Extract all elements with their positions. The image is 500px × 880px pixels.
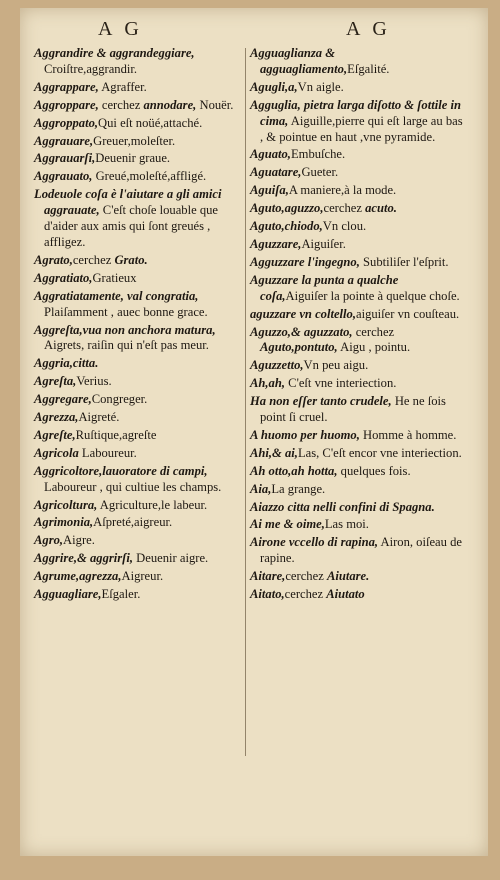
dictionary-entry	[34, 374, 248, 390]
dictionary-entry	[250, 98, 464, 146]
entry-definition: Agriculture,le labeur.	[97, 497, 208, 512]
dictionary-entry	[34, 587, 248, 603]
dictionary-entry	[34, 533, 248, 549]
dictionary-entry	[34, 169, 248, 185]
entry-definition: cerchez	[72, 252, 115, 267]
entry-definition: Ruſtique,agreſte	[75, 427, 157, 442]
entry-definition: Embuſche.	[290, 147, 346, 162]
dictionary-entry	[34, 410, 248, 426]
entry-definition: He ne ſois point ſi cruel.	[260, 394, 446, 425]
dictionary-entry	[250, 273, 464, 305]
dictionary-entry	[34, 392, 248, 408]
dictionary-entry	[250, 358, 464, 374]
entry-definition: Vn clou.	[322, 219, 367, 234]
entry-headword: Aggreſta,vua non anchora matura,	[34, 322, 216, 337]
dictionary-entry	[250, 165, 464, 181]
entry-definition: Qui eſt noüé,attaché.	[98, 115, 203, 130]
dictionary-entry	[34, 498, 248, 514]
entry-headword: Agguagliare,	[34, 587, 102, 602]
entry-headword: Aggricoltore,lauoratore di campi,	[34, 463, 208, 478]
entry-headword: Aguto,pontuto,	[260, 340, 338, 355]
dictionary-entry	[250, 517, 464, 533]
entry-headword: Airone vccello di rapina,	[250, 535, 379, 550]
entry-headword: Ai me & oime,	[250, 517, 325, 532]
book-page	[20, 8, 488, 856]
entry-headword: Agguglia, pietra larga diſotto & ſottile in cima,	[250, 97, 461, 128]
dictionary-entry	[250, 219, 464, 235]
dictionary-entry	[250, 183, 464, 199]
entry-headword: Aguzzare,	[250, 236, 302, 251]
dictionary-entry	[250, 237, 464, 253]
entry-definition: Subtiliſer l'eſprit.	[359, 254, 449, 269]
dictionary-entry	[34, 116, 248, 132]
entry-definition: Nouër.	[196, 97, 234, 112]
entry-headword: Aggrauare,	[34, 133, 94, 148]
dictionary-entry	[250, 446, 464, 462]
entry-headword: Aggrire,& aggrirſi,	[34, 551, 134, 566]
entry-definition: Vn aigle.	[297, 79, 344, 94]
entry-headword: Agrimonia,	[34, 515, 94, 530]
entry-definition: Homme à homme.	[359, 427, 457, 442]
header-right-letters: A G	[346, 18, 391, 40]
dictionary-entry	[250, 80, 464, 96]
entry-headword: Aguto,aguzzo,	[250, 201, 324, 216]
entry-definition: C'eſt vne interiection.	[285, 376, 397, 391]
dictionary-entry	[34, 289, 248, 321]
entry-definition: Gueter.	[301, 165, 339, 180]
dictionary-entry	[250, 376, 464, 392]
entry-headword: Aggrappare,	[34, 79, 99, 94]
entry-headword: Aggrandire & aggrandeggiare,	[34, 46, 195, 60]
dictionary-entry	[34, 464, 248, 496]
entry-definition: Aiguiſer la pointe à quelque choſe.	[285, 288, 460, 303]
entry-definition: Aiguille,pierre qui eſt large au bas , & pointue en haut ,vne pyramide.	[260, 113, 463, 144]
entry-headword: Aguzzetto,	[250, 358, 304, 373]
entry-definition: Aiguiſer.	[301, 236, 346, 251]
dictionary-entry	[250, 587, 464, 603]
entry-headword: Aiutato	[326, 587, 365, 602]
entry-headword: Aggregare,	[34, 392, 92, 407]
entry-headword: Aguto,chiodo,	[250, 219, 323, 234]
entry-definition: Eſgaler.	[101, 587, 141, 602]
entry-headword: Agreſte,	[34, 427, 76, 442]
left-column	[34, 46, 248, 605]
dictionary-entry	[34, 134, 248, 150]
entry-definition: Vn peu aigu.	[303, 358, 369, 373]
entry-headword: Aitato,	[250, 587, 285, 602]
entry-definition: Deuenir graue.	[95, 151, 171, 166]
entry-headword: Ha non eſſer tanto crudele,	[250, 394, 392, 409]
dictionary-entry	[34, 151, 248, 167]
entry-headword: Ahi,& ai,	[250, 445, 298, 460]
entry-headword: Aiutare.	[326, 569, 370, 584]
right-column	[250, 46, 464, 605]
entry-headword: Aggroppare,	[34, 97, 99, 112]
entry-headword: Agrume,agrezza,	[34, 569, 122, 584]
entry-definition: aiguiſer vn couſteau.	[356, 306, 460, 321]
entry-headword: Agrato,	[34, 252, 73, 267]
entry-definition: cerchez	[98, 97, 144, 112]
entry-headword: annodare,	[143, 97, 197, 112]
entry-definition: cerchez	[352, 324, 395, 339]
entry-definition: La grange.	[271, 481, 326, 496]
entry-headword: Agro,	[34, 533, 64, 548]
entry-definition: Aigu , pointu.	[337, 340, 411, 355]
entry-headword: Agguzzare l'ingegno,	[250, 254, 360, 269]
entry-definition: Verius.	[76, 374, 112, 389]
entry-headword: Aguato,	[250, 147, 291, 162]
entry-headword: Lodeuole coſa è l'aiutare a gli amici aggrauate,	[34, 187, 222, 218]
entry-headword: Agreſta,	[34, 374, 77, 389]
dictionary-entry	[34, 515, 248, 531]
entry-headword: Agugli,a,	[250, 79, 298, 94]
dictionary-entry	[250, 535, 464, 567]
entry-headword: Aggratiato,	[34, 270, 93, 285]
entry-definition: Las, C'eſt encor vne interiection.	[297, 445, 462, 460]
entry-headword: Agrezza,	[34, 410, 79, 425]
entry-definition: Aigreté.	[78, 410, 120, 425]
entry-headword: Grato.	[114, 252, 148, 267]
dictionary-entry	[34, 271, 248, 287]
header-left-letters: A G	[98, 18, 143, 40]
entry-definition: quelques fois.	[337, 463, 411, 478]
entry-definition: Croiſtre,aggrandir.	[44, 61, 138, 76]
entry-headword: Aggroppato,	[34, 115, 99, 130]
entry-definition: Aigre.	[63, 533, 95, 548]
dictionary-entry	[250, 325, 464, 357]
entry-definition: cerchez	[284, 587, 327, 602]
entry-headword: Aggria,citta.	[34, 356, 99, 371]
entry-definition: Plaiſamment , auec bonne grace.	[44, 304, 208, 319]
entry-headword: Aggrauarſi,	[34, 151, 96, 166]
dictionary-entry	[34, 46, 248, 78]
entry-definition: A maniere,à la mode.	[288, 183, 397, 198]
entry-definition: cerchez	[285, 569, 327, 584]
dictionary-entry	[250, 464, 464, 480]
entry-definition: Congreger.	[91, 392, 148, 407]
entry-definition: Greuer,moleſter.	[93, 133, 176, 148]
page-header	[20, 18, 488, 42]
entry-definition: Agraffer.	[98, 79, 147, 94]
dictionary-entry	[34, 253, 248, 269]
entry-headword: aguzzare vn coltello,	[250, 306, 356, 321]
dictionary-entry	[250, 394, 464, 426]
entry-definition: Aigreur.	[121, 569, 164, 584]
entry-definition: Deuenir aigre.	[133, 551, 209, 566]
entry-headword: Aguiſa,	[250, 183, 289, 198]
entry-definition: Eſgalité.	[347, 61, 390, 76]
entry-headword: Aia,	[250, 481, 272, 496]
entry-definition: C'eſt choſe louable que d'aider aux amis qui ſont greués , affligez.	[44, 203, 219, 249]
entry-headword: Aggratiatamente, val congratia,	[34, 288, 199, 303]
dictionary-entry	[250, 482, 464, 498]
dictionary-entry	[250, 500, 464, 516]
entry-headword: Agricola	[34, 445, 79, 460]
dictionary-entry	[34, 98, 248, 114]
entry-definition: Las moi.	[324, 517, 369, 532]
entry-definition: Airon, oiſeau de rapine.	[260, 535, 462, 566]
dictionary-entry	[34, 446, 248, 462]
dictionary-entry	[250, 428, 464, 444]
entry-definition: Laboureur , qui cultiue les champs.	[44, 479, 222, 494]
dictionary-entry	[250, 307, 464, 323]
entry-headword: Agricoltura,	[34, 497, 98, 512]
dictionary-entry	[34, 356, 248, 372]
entry-definition: Aſpreté,aigreur.	[93, 515, 173, 530]
entry-headword: Agguaglianza & agguagliamento,	[250, 46, 348, 76]
entry-headword: Aitare,	[250, 569, 286, 584]
entry-definition: Gratieux	[92, 270, 137, 285]
dictionary-entry	[250, 46, 464, 78]
entry-headword: Ah otto,ah hotta,	[250, 463, 338, 478]
dictionary-entry	[250, 147, 464, 163]
dictionary-entry	[34, 551, 248, 567]
dictionary-entry	[250, 201, 464, 217]
dictionary-entry	[250, 255, 464, 271]
dictionary-entry	[34, 80, 248, 96]
dictionary-entry	[34, 569, 248, 585]
entry-definition: Aigrets, raiſin qui n'eſt pas meur.	[44, 338, 209, 353]
dictionary-entry	[34, 428, 248, 444]
entry-definition: cerchez	[323, 201, 366, 216]
entry-headword: acuto.	[365, 201, 397, 216]
dictionary-entry	[34, 323, 248, 355]
entry-definition: Greué,moleſté,affligé.	[92, 169, 207, 184]
entry-headword: Aggrauato,	[34, 169, 93, 184]
entry-headword: Aguzzare la punta a qualche coſa,	[250, 272, 399, 303]
entry-headword: Aguatare,	[250, 165, 302, 180]
entry-headword: A huomo per huomo,	[250, 427, 360, 442]
entry-headword: Aiazzo citta nelli confini di Spagna.	[250, 499, 435, 514]
dictionary-entry	[250, 569, 464, 585]
entry-definition: Laboureur.	[78, 445, 137, 460]
entry-headword: Ah,ah,	[250, 376, 286, 391]
dictionary-entry	[34, 187, 248, 251]
entry-headword: Aguzzo,& aguzzato,	[250, 324, 353, 339]
